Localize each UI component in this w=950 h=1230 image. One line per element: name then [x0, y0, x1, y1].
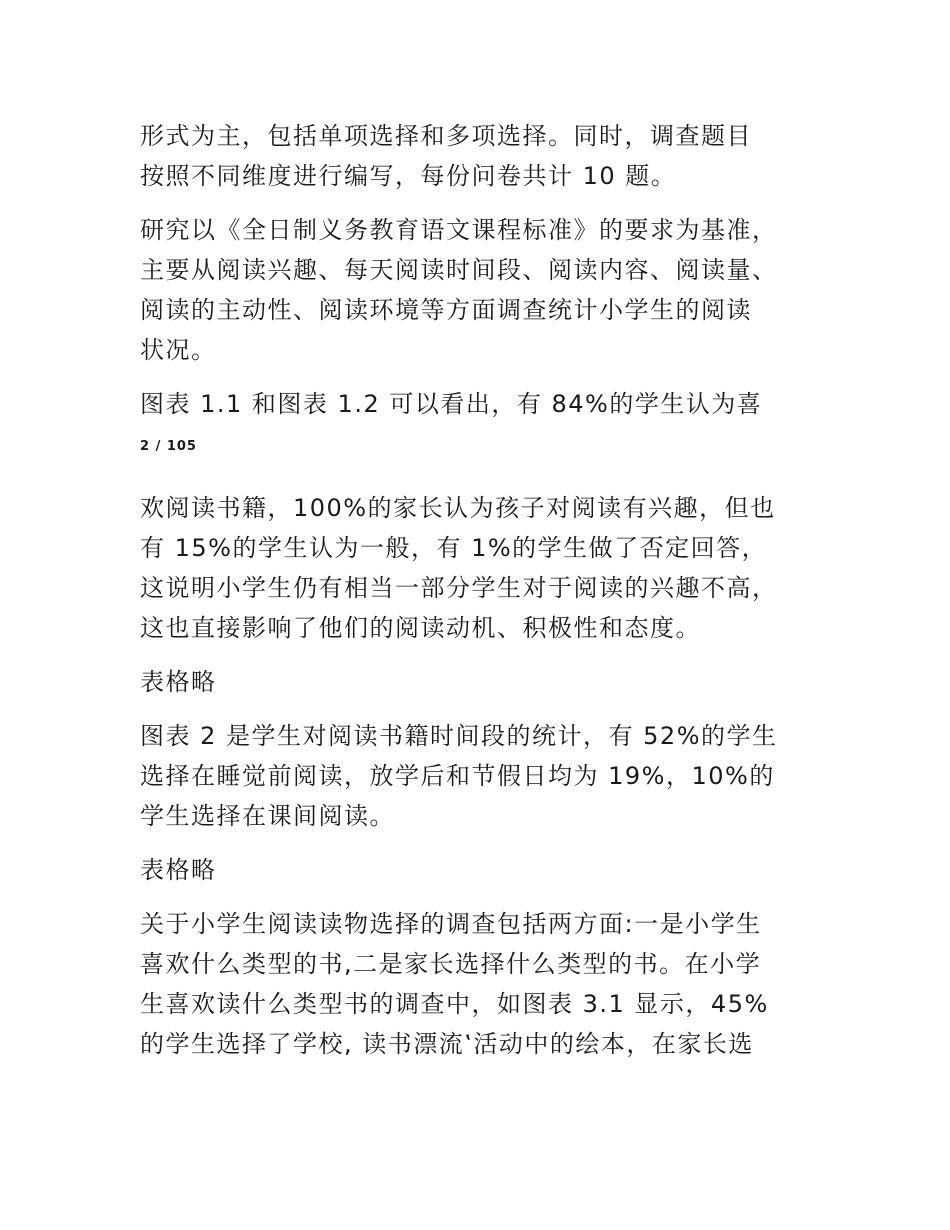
- text-line: 这也直接影响了他们的阅读动机、积极性和态度。: [140, 614, 701, 642]
- text-line: 图表 1.1 和图表 1.2 可以看出，有 84%的学生认为喜: [140, 390, 763, 418]
- text-line: 研究以《全日制义务教育语文课程标准》的要求为基准，: [140, 216, 778, 244]
- text-line: 欢阅读书籍，100%的家长认为孩子对阅读有兴趣，但也: [140, 494, 776, 522]
- text-line: 形式为主，包括单项选择和多项选择。同时，调查题目: [140, 122, 752, 150]
- text-line: 选择在睡觉前阅读，放学后和节假日均为 19%，10%的: [140, 762, 775, 790]
- paragraph-survey-format: [140, 116, 830, 196]
- text-line: 有 15%的学生认为一般，有 1%的学生做了否定回答，: [140, 534, 768, 562]
- document-page: [140, 116, 830, 1078]
- text-line: 这说明小学生仍有相当一部分学生对于阅读的兴趣不高，: [140, 574, 778, 602]
- text-line: 关于小学生阅读读物选择的调查包括两方面:一是小学生: [140, 910, 762, 938]
- text-line: 表格略: [140, 668, 217, 696]
- table-omitted-note: [140, 662, 830, 702]
- paragraph-chart-1-intro: [140, 384, 830, 424]
- text-line: 状况。: [140, 336, 217, 364]
- paragraph-research-basis: [140, 210, 830, 370]
- page-number: 2 / 105: [140, 439, 197, 454]
- text-line: 表格略: [140, 856, 217, 884]
- text-line: 喜欢什么类型的书,二是家长选择什么类型的书。在小学: [140, 950, 762, 978]
- text-line: 图表 2 是学生对阅读书籍时间段的统计，有 52%的学生: [140, 722, 778, 750]
- text-line: 阅读的主动性、阅读环境等方面调查统计小学生的阅读: [140, 296, 752, 324]
- text-line: 生喜欢读什么类型书的调查中，如图表 3.1 显示，45%: [140, 990, 769, 1018]
- paragraph-reading-material: [140, 904, 830, 1064]
- text-line: 按照不同维度进行编写，每份问卷共计 10 题。: [140, 162, 677, 190]
- text-line: 的学生选择了学校, 读书漂流‛活动中的绘本，在家长选: [140, 1030, 754, 1058]
- paragraph-reading-interest: [140, 488, 830, 648]
- paragraph-reading-time: [140, 716, 830, 836]
- text-line: 学生选择在课间阅读。: [140, 802, 395, 830]
- text-line: 主要从阅读兴趣、每天阅读时间段、阅读内容、阅读量、: [140, 256, 778, 284]
- table-omitted-note: [140, 850, 830, 890]
